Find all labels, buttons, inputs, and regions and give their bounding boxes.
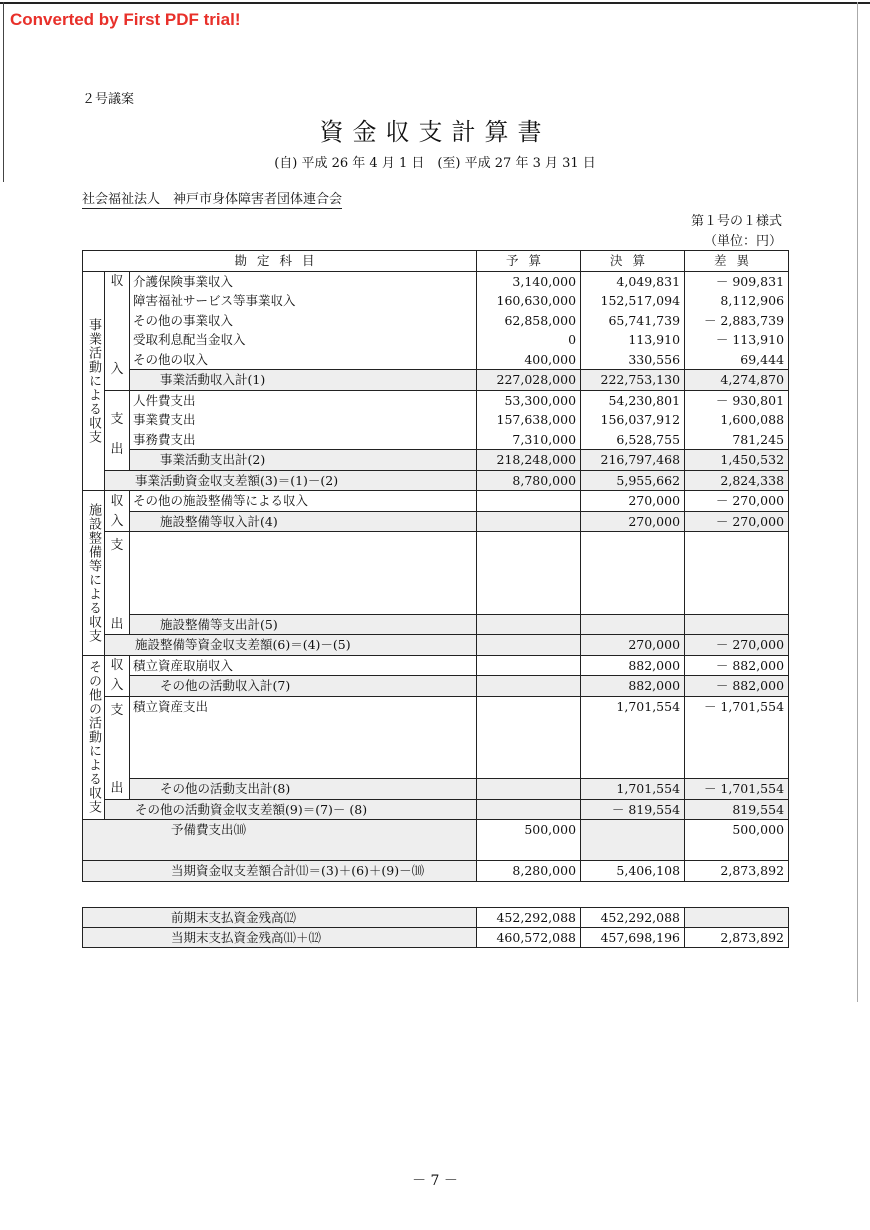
actual-cell: 152,517,094 <box>581 291 685 311</box>
row-label: 事業活動収入計(1) <box>130 370 477 391</box>
subtotal-row <box>83 614 789 635</box>
side-blank <box>105 311 130 331</box>
budget-cell: 8,780,000 <box>477 470 581 491</box>
budget-cell <box>477 635 581 656</box>
total-row <box>83 861 789 882</box>
row-label: 当期末支払資金残高⑾＋⑿ <box>83 928 477 948</box>
budget-cell <box>477 676 581 697</box>
row-label: その他の活動支出計(8) <box>130 779 477 800</box>
side-shutsu: 出 <box>105 614 130 635</box>
row-label: その他の活動資金収支差額(9)＝(7)－ (8) <box>105 799 477 820</box>
side-nyu: 入 <box>105 511 130 532</box>
actual-cell: 113,910 <box>581 330 685 350</box>
table-row <box>83 655 789 676</box>
header-budget: 予算 <box>477 251 581 272</box>
diff-cell <box>685 614 789 635</box>
side-shutsu: 出 <box>105 779 130 800</box>
row-label: 事業活動資金収支差額(3)＝(1)－(2) <box>105 470 477 491</box>
budget-cell: 7,310,000 <box>477 430 581 450</box>
table-row <box>83 311 789 331</box>
diff-cell: 781,245 <box>685 430 789 450</box>
diff-cell: － 882,000 <box>685 676 789 697</box>
actual-cell: 6,528,755 <box>581 430 685 450</box>
row-label: その他の事業収入 <box>130 311 477 331</box>
budget-cell <box>477 779 581 800</box>
doc-number: ２号議案 <box>82 92 135 107</box>
diff-cell: － 270,000 <box>685 491 789 512</box>
side-nyu: 入 <box>105 350 130 391</box>
diff-cell: 819,554 <box>685 799 789 820</box>
budget-cell: 500,000 <box>477 820 581 861</box>
actual-cell <box>581 820 685 861</box>
actual-cell: 4,049,831 <box>581 271 685 291</box>
budget-cell <box>477 799 581 820</box>
header-item: 勘定科目 <box>83 251 477 272</box>
budget-cell <box>477 511 581 532</box>
diff-cell: 1,450,532 <box>685 450 789 471</box>
row-label: 積立資産取崩収入 <box>130 655 477 676</box>
row-label: その他の収入 <box>130 350 477 370</box>
side-shu: 収 <box>105 655 130 676</box>
actual-cell: 330,556 <box>581 350 685 370</box>
diff-cell <box>685 908 789 928</box>
diff-cell: － 882,000 <box>685 655 789 676</box>
header-actual: 決算 <box>581 251 685 272</box>
table-header <box>83 251 789 272</box>
actual-cell: 270,000 <box>581 635 685 656</box>
diff-cell: 2,824,338 <box>685 470 789 491</box>
actual-cell: 1,701,554 <box>581 779 685 800</box>
top-border <box>0 2 870 4</box>
actual-cell <box>581 614 685 635</box>
budget-cell: 3,140,000 <box>477 271 581 291</box>
row-label: 受取利息配当金収入 <box>130 330 477 350</box>
actual-cell: 156,037,912 <box>581 410 685 430</box>
reserve-row <box>83 820 789 861</box>
table-row <box>83 330 789 350</box>
side-shi: 支 <box>105 532 130 615</box>
budget-cell: 62,858,000 <box>477 311 581 331</box>
cashflow-table <box>82 250 789 882</box>
diff-cell: 8,112,906 <box>685 291 789 311</box>
actual-cell: 270,000 <box>581 491 685 512</box>
actual-cell: 65,741,739 <box>581 311 685 331</box>
actual-cell: 5,955,662 <box>581 470 685 491</box>
actual-cell: 452,292,088 <box>581 908 685 928</box>
table-row <box>83 271 789 291</box>
row-label: 事業費支出 <box>130 410 477 430</box>
row-label: 施設整備等収入計(4) <box>130 511 477 532</box>
trial-banner: Converted by First PDF trial! <box>10 10 241 29</box>
side-shi: 支 <box>105 696 130 779</box>
budget-cell: 227,028,000 <box>477 370 581 391</box>
row-label: 予備費支出⑽ <box>83 820 477 861</box>
subtotal-row <box>83 450 789 471</box>
budget-cell <box>477 532 581 615</box>
actual-cell: 54,230,801 <box>581 390 685 410</box>
row-label: 障害福祉サービス等事業収入 <box>130 291 477 311</box>
diff-cell <box>685 532 789 615</box>
actual-cell <box>581 532 685 615</box>
budget-cell: 400,000 <box>477 350 581 370</box>
subtotal-row <box>83 676 789 697</box>
unit-label: （単位：円） <box>703 234 782 249</box>
budget-cell <box>477 491 581 512</box>
side-shu: 収 <box>105 491 130 512</box>
diff-cell: － 1,701,554 <box>685 779 789 800</box>
actual-cell: 5,406,108 <box>581 861 685 882</box>
difference-row <box>83 799 789 820</box>
difference-row <box>83 635 789 656</box>
table-row <box>83 291 789 311</box>
actual-cell: 882,000 <box>581 655 685 676</box>
budget-cell: 218,248,000 <box>477 450 581 471</box>
subtotal-row <box>83 779 789 800</box>
page-title: 資金収支計算書 <box>319 118 551 146</box>
budget-cell: 452,292,088 <box>477 908 581 928</box>
diff-cell: 69,444 <box>685 350 789 370</box>
budget-cell: 8,280,000 <box>477 861 581 882</box>
diff-cell: － 930,801 <box>685 390 789 410</box>
period: (自) 平成 26 年 4 月 1 日 (至) 平成 27 年 3 月 31 日 <box>274 156 596 171</box>
section-business: 事業活動による収支 <box>83 271 105 491</box>
side-shi: 支 <box>105 410 130 430</box>
side-nyu: 入 <box>105 676 130 697</box>
diff-cell: － 2,883,739 <box>685 311 789 331</box>
section-other: その他の活動による収支 <box>83 655 105 820</box>
row-label: 施設整備等支出計(5) <box>130 614 477 635</box>
row-label: 事業活動支出計(2) <box>130 450 477 471</box>
table-row <box>83 491 789 512</box>
row-label: 当期資金収支差額合計⑾＝(3)＋(6)＋(9)－⑽ <box>83 861 477 882</box>
row-label: 前期末支払資金残高⑿ <box>83 908 477 928</box>
row-label: 人件費支出 <box>130 390 477 410</box>
budget-cell <box>477 696 581 779</box>
diff-cell: － 270,000 <box>685 635 789 656</box>
budget-cell: 53,300,000 <box>477 390 581 410</box>
side-blank <box>105 291 130 311</box>
table-row <box>83 696 789 779</box>
side-shutsu: 出 <box>105 430 130 471</box>
actual-cell: 270,000 <box>581 511 685 532</box>
diff-cell: － 270,000 <box>685 511 789 532</box>
subtotal-row <box>83 370 789 391</box>
table-row <box>83 350 789 370</box>
row-label: 積立資産支出 <box>130 696 477 779</box>
row-label: 事務費支出 <box>130 430 477 450</box>
actual-cell: 1,701,554 <box>581 696 685 779</box>
balance-row <box>83 908 789 928</box>
budget-cell: 157,638,000 <box>477 410 581 430</box>
actual-cell: 457,698,196 <box>581 928 685 948</box>
diff-cell: 4,274,870 <box>685 370 789 391</box>
diff-cell: 2,873,892 <box>685 928 789 948</box>
actual-cell: 222,753,130 <box>581 370 685 391</box>
section-facility: 施設整備等による収支 <box>83 491 105 656</box>
row-label: 施設整備等資金収支差額(6)＝(4)－(5) <box>105 635 477 656</box>
diff-cell: 2,873,892 <box>685 861 789 882</box>
table-row <box>83 390 789 410</box>
budget-cell <box>477 614 581 635</box>
page-number: － 7 － <box>412 1173 458 1189</box>
organization: 社会福祉法人 神戸市身体障害者団体連合会 <box>82 188 342 209</box>
side-shu: 収 <box>105 271 130 291</box>
actual-cell: 216,797,468 <box>581 450 685 471</box>
actual-cell: － 819,554 <box>581 799 685 820</box>
actual-cell: 882,000 <box>581 676 685 697</box>
balance-table <box>82 907 789 948</box>
row-label: その他の施設整備等による収入 <box>130 491 477 512</box>
balance-row <box>83 928 789 948</box>
side-blank <box>105 330 130 350</box>
diff-cell: 1,600,088 <box>685 410 789 430</box>
difference-row <box>83 470 789 491</box>
budget-cell: 0 <box>477 330 581 350</box>
budget-cell <box>477 655 581 676</box>
row-label: 介護保険事業収入 <box>130 271 477 291</box>
diff-cell: － 113,910 <box>685 330 789 350</box>
budget-cell: 460,572,088 <box>477 928 581 948</box>
header-diff: 差異 <box>685 251 789 272</box>
diff-cell: 500,000 <box>685 820 789 861</box>
empty-item-cell <box>130 532 477 615</box>
table-row <box>83 532 789 615</box>
diff-cell: － 1,701,554 <box>685 696 789 779</box>
row-label: その他の活動収入計(7) <box>130 676 477 697</box>
diff-cell: － 909,831 <box>685 271 789 291</box>
budget-cell: 160,630,000 <box>477 291 581 311</box>
subtotal-row <box>83 511 789 532</box>
form-label: 第１号の１様式 <box>690 214 782 229</box>
table-row <box>83 430 789 450</box>
side-blank <box>105 390 130 410</box>
table-row <box>83 410 789 430</box>
